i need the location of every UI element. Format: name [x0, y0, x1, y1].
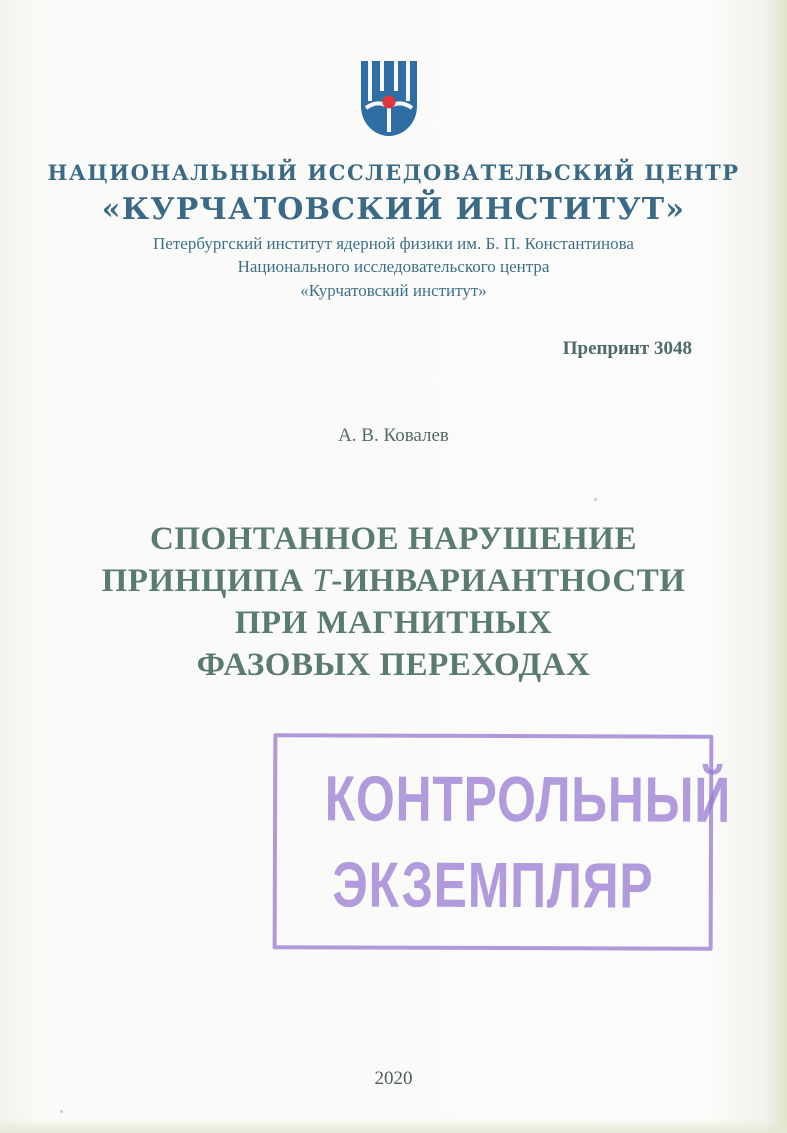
title-line-4: ФАЗОВЫХ ПЕРЕХОДАХ: [196, 647, 591, 683]
author-name: А. В. Ковалев: [338, 425, 449, 446]
publication-year: 2020: [374, 1068, 413, 1089]
institute-subtitle-line-3: «Курчатовский институт»: [300, 281, 487, 300]
paper-speck: [594, 498, 597, 501]
kurchatov-institute-logo: [358, 58, 420, 138]
organization-name-line-1: НАЦИОНАЛЬНЫЙ ИССЛЕДОВАТЕЛЬСКИЙ ЦЕНТР: [47, 160, 740, 185]
institute-subtitle-line-2: Национального исследовательского центра: [237, 257, 550, 276]
page-edge-shadow-bottom: [0, 1119, 787, 1133]
organization-name-line-2: «КУРЧАТОВСКИЙ ИНСТИТУТ»: [101, 192, 686, 227]
institute-subtitle-line-1: Петербургский институт ядерной физики им. Б. П. Константинова: [153, 234, 634, 253]
document-title: [0, 518, 787, 686]
title-line-3: ПРИ МАГНИТНЫХ: [234, 605, 553, 641]
preprint-number: Препринт 3048: [562, 338, 692, 359]
stamp-line-2: ЭКЗЕМПЛЯР: [332, 848, 654, 922]
page-edge-shadow-right: [765, 0, 787, 1133]
title-line-2-prefix: ПРИНЦИПА: [101, 563, 313, 599]
paper-speck: [60, 1110, 63, 1113]
title-line-2: [0, 560, 787, 602]
title-line-1: СПОНТАННОЕ НАРУШЕНИЕ: [150, 521, 637, 557]
control-copy-stamp: [273, 733, 732, 951]
title-line-2-italic-t: T: [312, 563, 332, 599]
title-line-2-suffix: -ИНВАРИАНТНОСТИ: [331, 563, 686, 599]
stamp-line-1: КОНТРОЛЬНЫЙ: [324, 762, 732, 836]
